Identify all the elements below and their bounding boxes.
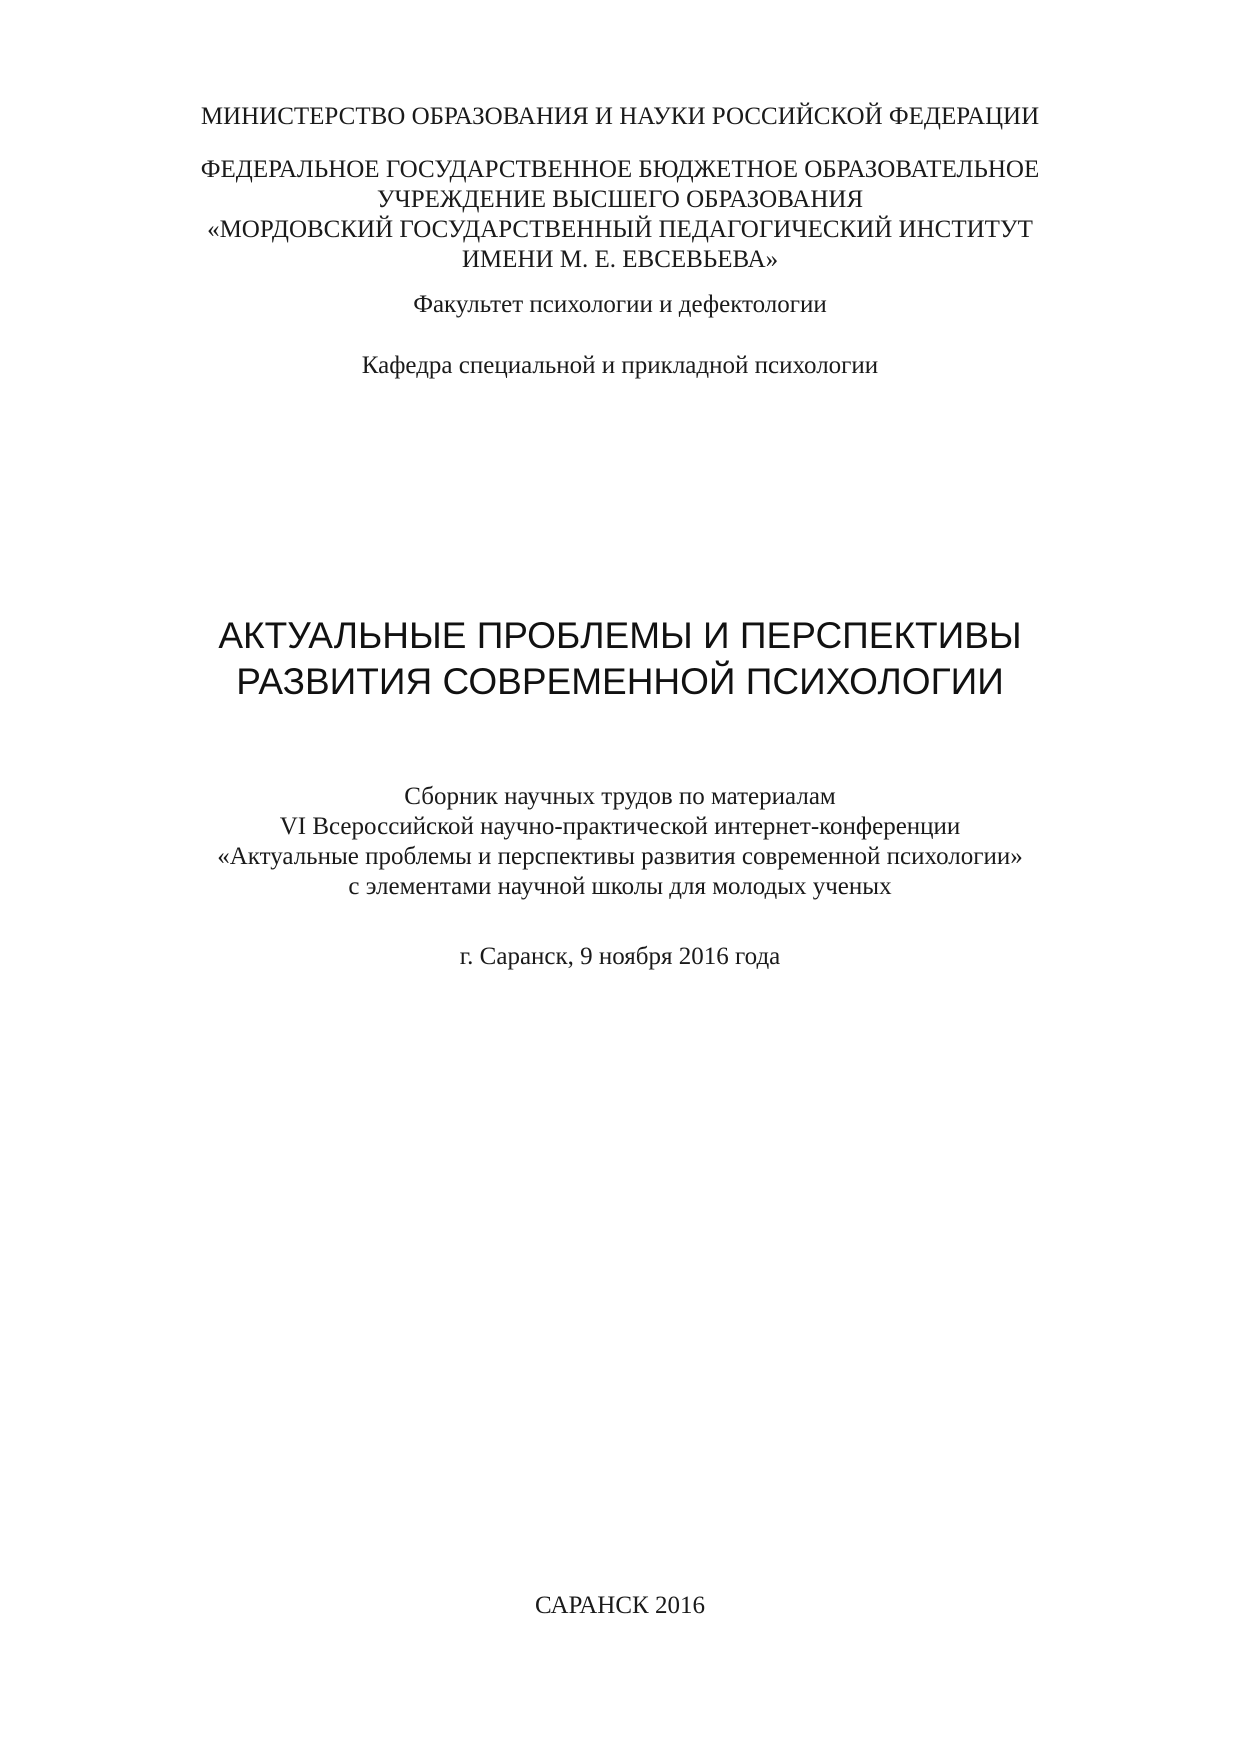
institution-line: ИМЕНИ М. Е. ЕВСЕВЬЕВА» [461, 246, 779, 273]
document-title [0, 613, 1240, 705]
title-line: РАЗВИТИЯ СОВРЕМЕННОЙ ПСИХОЛОГИИ [236, 661, 1004, 702]
title-line: АКТУАЛЬНЫЕ ПРОБЛЕМЫ И ПЕРСПЕКТИВЫ [218, 615, 1022, 656]
institution-name [0, 155, 1240, 275]
collection-description [0, 782, 1240, 902]
publication-city-year: САРАНСК 2016 [535, 1592, 705, 1619]
institution-line: «МОРДОВСКИЙ ГОСУДАРСТВЕННЫЙ ПЕДАГОГИЧЕСКИЙ ИНСТИТУТ [207, 216, 1033, 243]
institution-line: УЧРЕЖДЕНИЕ ВЫСШЕГО ОБРАЗОВАНИЯ [376, 186, 864, 213]
institution-line: ФЕДЕРАЛЬНОЕ ГОСУДАРСТВЕННОЕ БЮДЖЕТНОЕ ОБРАЗОВАТЕЛЬНОЕ [200, 156, 1040, 183]
description-line: Сборник научных трудов по материалам [404, 783, 836, 810]
description-line: VI Всероссийской научно-практической интернет-конференции [279, 813, 961, 840]
description-line: с элементами научной школы для молодых ученых [348, 873, 892, 900]
ministry-heading: МИНИСТЕРСТВО ОБРАЗОВАНИЯ И НАУКИ РОССИЙСКОЙ ФЕДЕРАЦИИ [200, 103, 1040, 130]
department-name: Кафедра специальной и прикладной психологии [361, 352, 879, 379]
faculty-name: Факультет психологии и дефектологии [413, 291, 827, 318]
conference-date-place: г. Саранск, 9 ноября 2016 года [459, 943, 781, 970]
description-line: «Актуальные проблемы и перспективы развития современной психологии» [217, 843, 1023, 870]
